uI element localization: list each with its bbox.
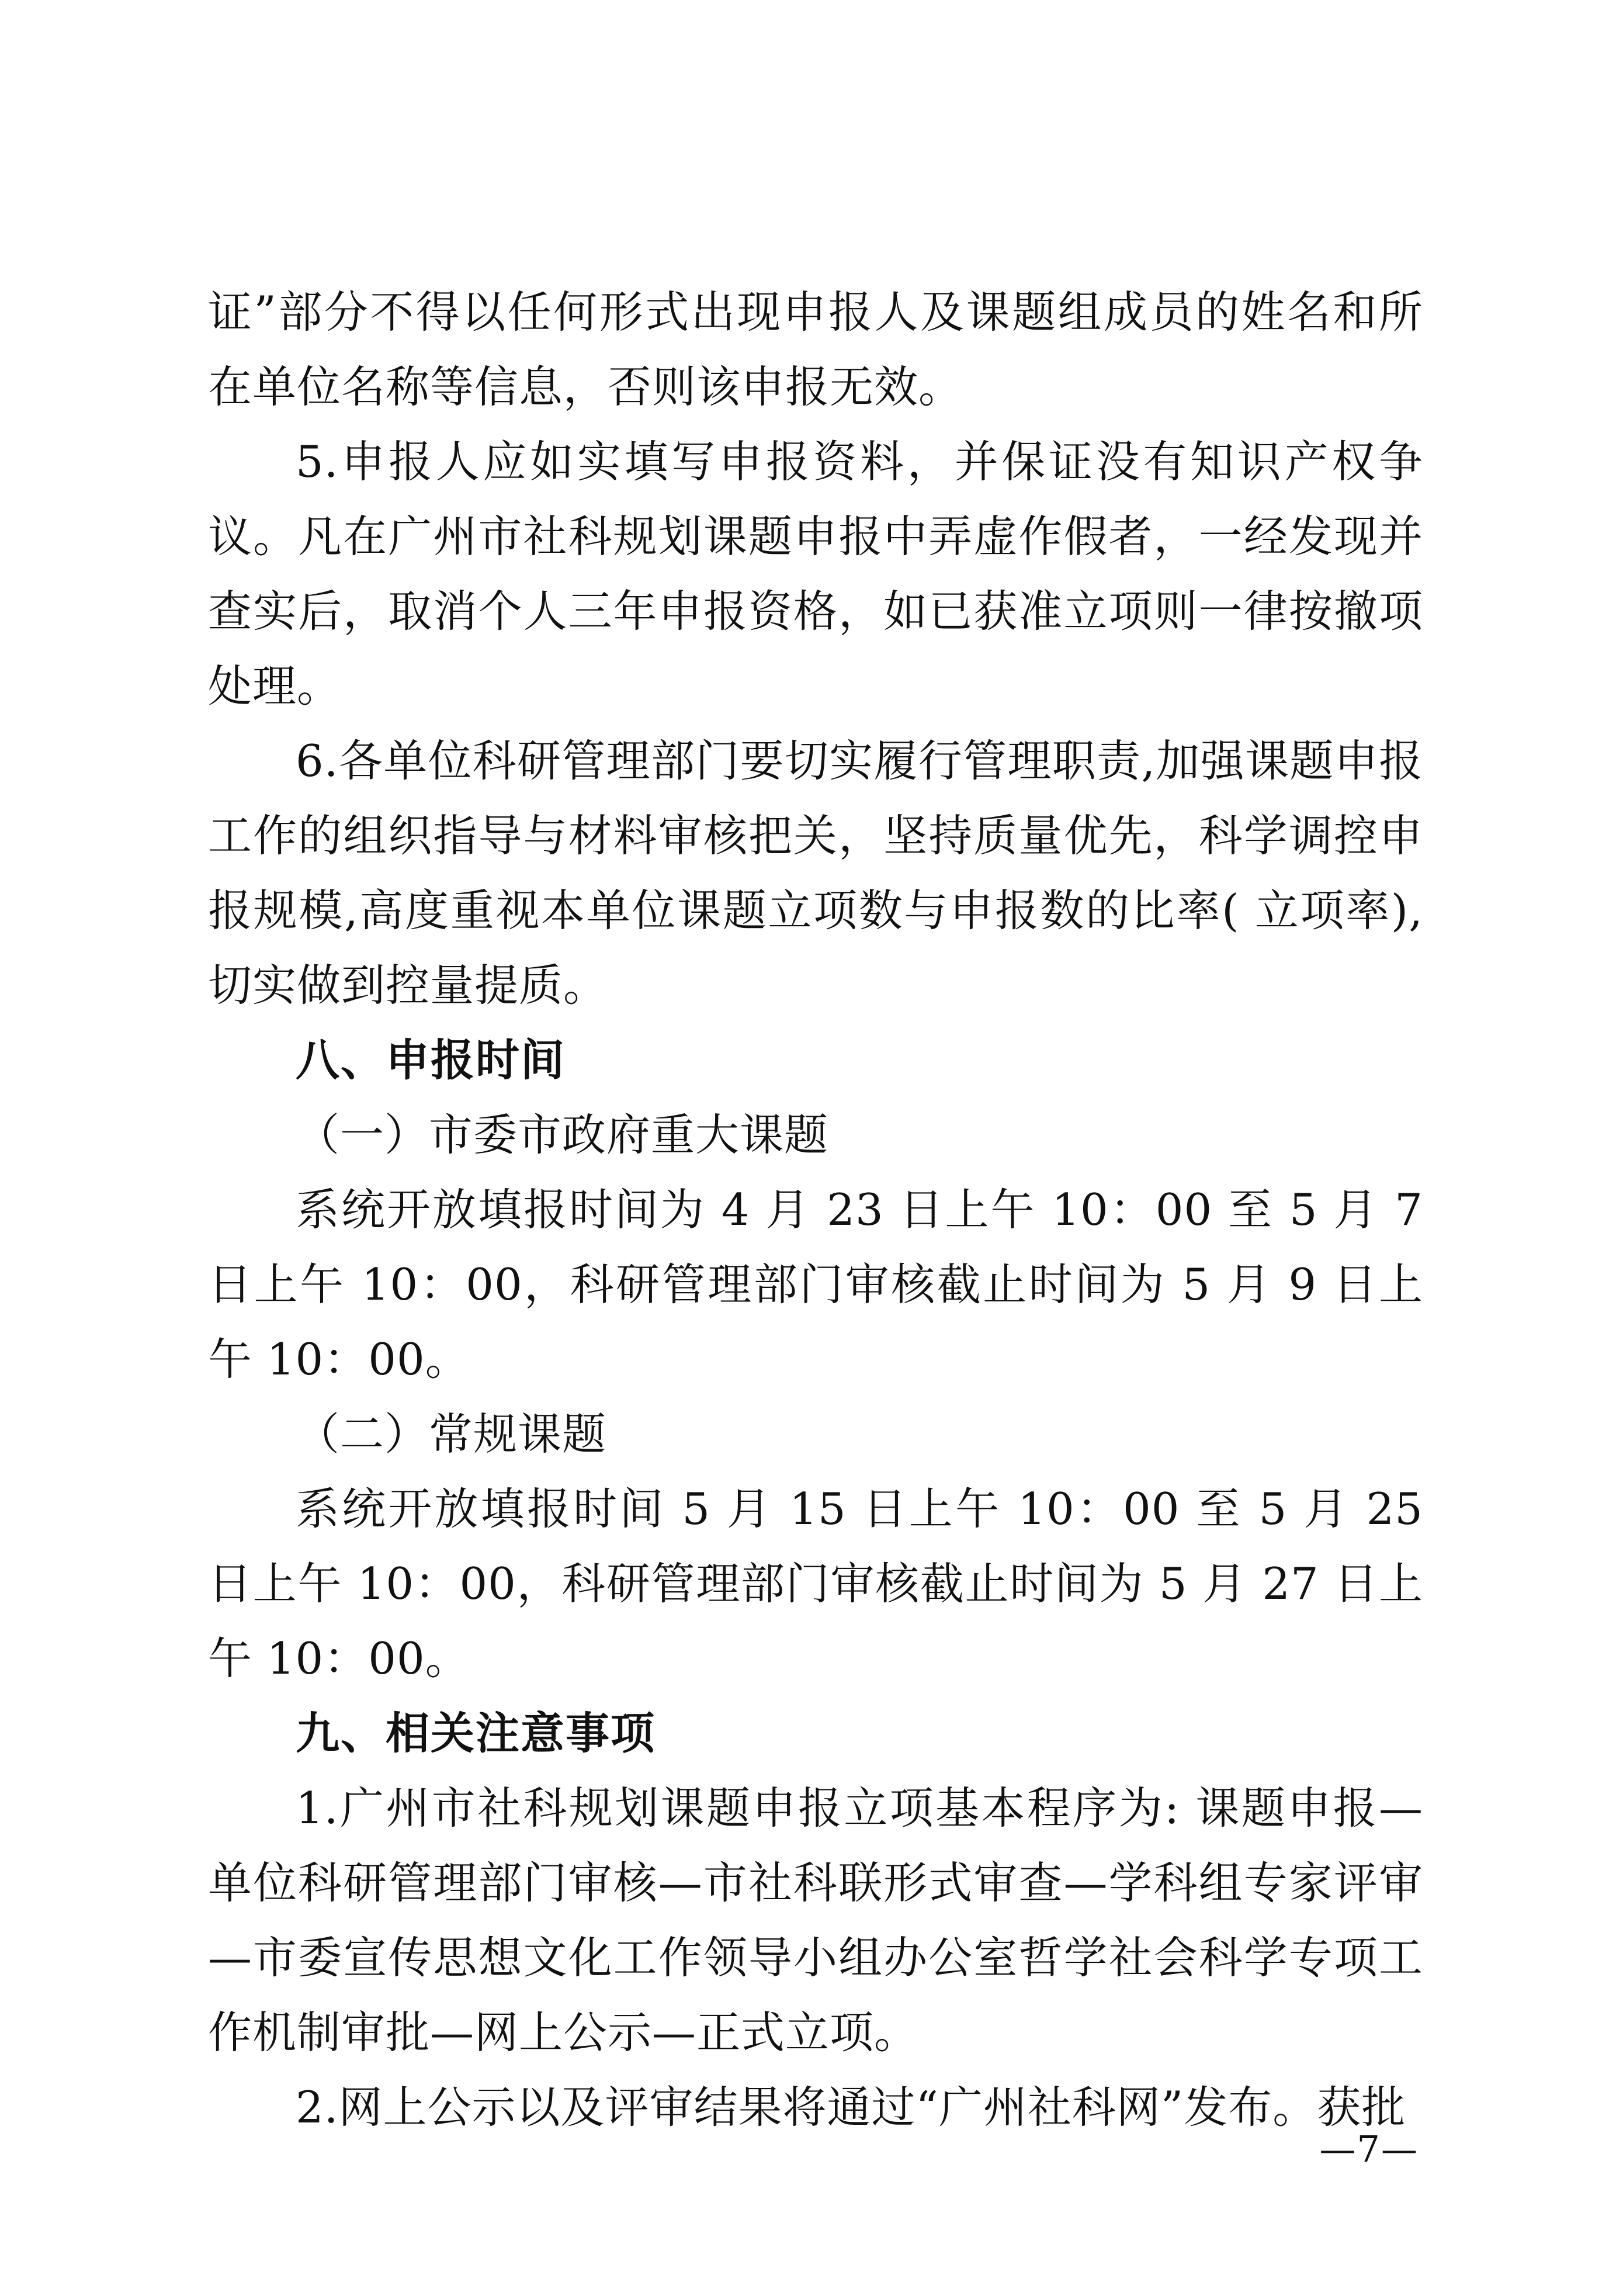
section-heading-eight: 八、申报时间 <box>296 1034 566 1086</box>
paragraph-major-topic-schedule: 系统开放填报时间为 4 月 23 日上午 10：00 至 5 月 7 日上午 10：00，科研管理部门审核截止时间为 5 月 9 日上午 10：00。 <box>208 1184 1438 1385</box>
paragraph-item-5: 5.申报人应如实填写申报资料，并保证没有知识产权争议。凡在广州市社科规划课题申报中弄虚作假者，一经发现并查实后，取消个人三年申报资格，如已获准立项则一律按撤项处理。 <box>208 436 1423 712</box>
paragraph-continued: 证”部分不得以任何形式出现申报人及课题组成员的姓名和所在单位名称等信息，否则该申报无效。 <box>208 286 1423 413</box>
section-heading-nine: 九、相关注意事项 <box>296 1708 656 1759</box>
paragraph-regular-topic-schedule: 系统开放填报时间 5 月 15 日上午 10：00 至 5 月 25 日上午 10：00，科研管理部门审核截止时间为 5 月 27 日上午 10：00。 <box>208 1483 1438 1684</box>
paragraph-note-1: 1.广州市社科规划课题申报立项基本程序为: 课题申报—单位科研管理部门审核—市社科联形式审查—学科组专家评审—市委宣传思想文化工作领导小组办公室哲学社会科学专项工作机制审批—网上公示—正式立项。 <box>208 1782 1423 2058</box>
subheading-major-topic: （一）市委市政府重大课题 <box>296 1109 829 1161</box>
subheading-regular-topic: （二）常规课题 <box>296 1408 607 1460</box>
page-number: —7— <box>1319 2128 1419 2170</box>
document-body <box>208 275 1438 2145</box>
paragraph-note-2: 2.网上公示以及评审结果将通过“广州社科网”发布。获批 <box>296 2082 1406 2133</box>
paragraph-item-6: 6.各单位科研管理部门要切实履行管理职责,加强课题申报工作的组织指导与材料审核把关，坚持质量优先，科学调控申报规模,高度重视本单位课题立项数与申报数的比率( 立项率),切实做到控量提质。 <box>208 735 1423 1011</box>
